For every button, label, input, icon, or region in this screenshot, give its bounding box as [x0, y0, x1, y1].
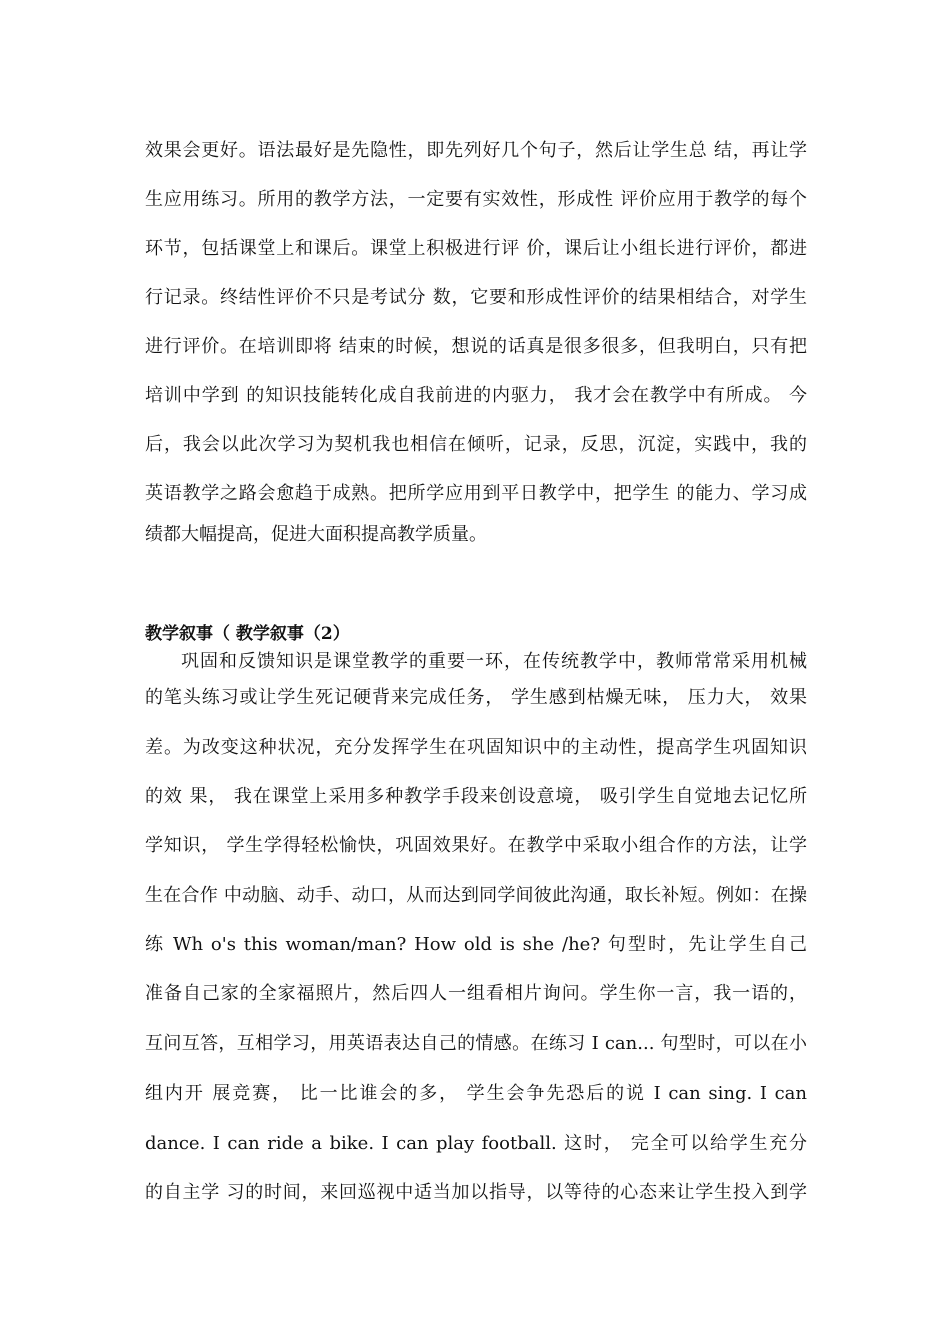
paragraph-line: 培训中学到 的知识技能转化成自我前进的内驱力， 我才会在教学中有所成。 今: [145, 385, 807, 406]
paragraph-line: 学知识， 学生学得轻松愉快，巩固效果好。在教学中采取小组合作的方法，让学: [145, 835, 807, 856]
paragraph-line: 的自主学 习的时间，来回巡视中适当加以指导，以等待的心态来让学生投入到学: [145, 1182, 807, 1203]
paragraph-line: 准备自己家的全家福照片，然后四人一组看相片询问。学生你一言，我一语的，: [145, 983, 807, 1004]
paragraph-line: 生在合作 中动脑、动手、动口，从而达到同学间彼此沟通，取长补短。例如：在操: [145, 885, 807, 906]
paragraph-line: 绩都大幅提高，促进大面积提高教学质量。: [145, 524, 487, 545]
paragraph-line: 练 Wh o's this woman/man? How old is she /he? 句型时，先让学生自己: [145, 934, 807, 955]
paragraph-line: 的效 果， 我在课堂上采用多种教学手段来创设意境， 吸引学生自觉地去记忆所: [145, 786, 807, 807]
paragraph-line: 进行评价。在培训即将 结束的时候，想说的话真是很多很多，但我明白，只有把: [145, 336, 807, 357]
paragraph-line: 英语教学之路会愈趋于成熟。把所学应用到平日教学中，把学生 的能力、学习成: [145, 483, 807, 504]
paragraph-line: 巩固和反馈知识是课堂教学的重要一环，在传统教学中，教师常常采用机械: [181, 651, 807, 672]
paragraph-line: 差。为改变这种状况，充分发挥学生在巩固知识中的主动性，提高学生巩固知识: [145, 737, 807, 758]
paragraph-line: 后，我会以此次学习为契机我也相信在倾听，记录，反思，沉淀，实践中，我的: [145, 434, 807, 455]
paragraph-line: 的笔头练习或让学生死记硬背来完成任务， 学生感到枯燥无味， 压力大， 效果: [145, 687, 807, 708]
paragraph-line: 组内开 展竞赛， 比一比谁会的多， 学生会争先恐后的说 I can sing. I can: [145, 1083, 807, 1104]
paragraph-line: 生应用练习。所用的教学方法，一定要有实效性，形成性 评价应用于教学的每个: [145, 189, 807, 210]
paragraph-line: 效果会更好。语法最好是先隐性，即先列好几个句子，然后让学生总 结，再让学: [145, 140, 807, 161]
paragraph-line: 互问互答，互相学习，用英语表达自己的情感。在练习 I can... 句型时，可以在小: [145, 1033, 807, 1054]
paragraph-line: dance. I can ride a bike. I can play football. 这时， 完全可以给学生充分: [145, 1133, 807, 1154]
section-heading: 教学叙事（ 教学叙事（2）: [145, 624, 350, 644]
paragraph-line: 行记录。终结性评价不只是考试分 数，它要和形成性评价的结果相结合，对学生: [145, 287, 807, 308]
paragraph-line: 环节，包括课堂上和课后。课堂上积极进行评 价，课后让小组长进行评价，都进: [145, 238, 807, 259]
